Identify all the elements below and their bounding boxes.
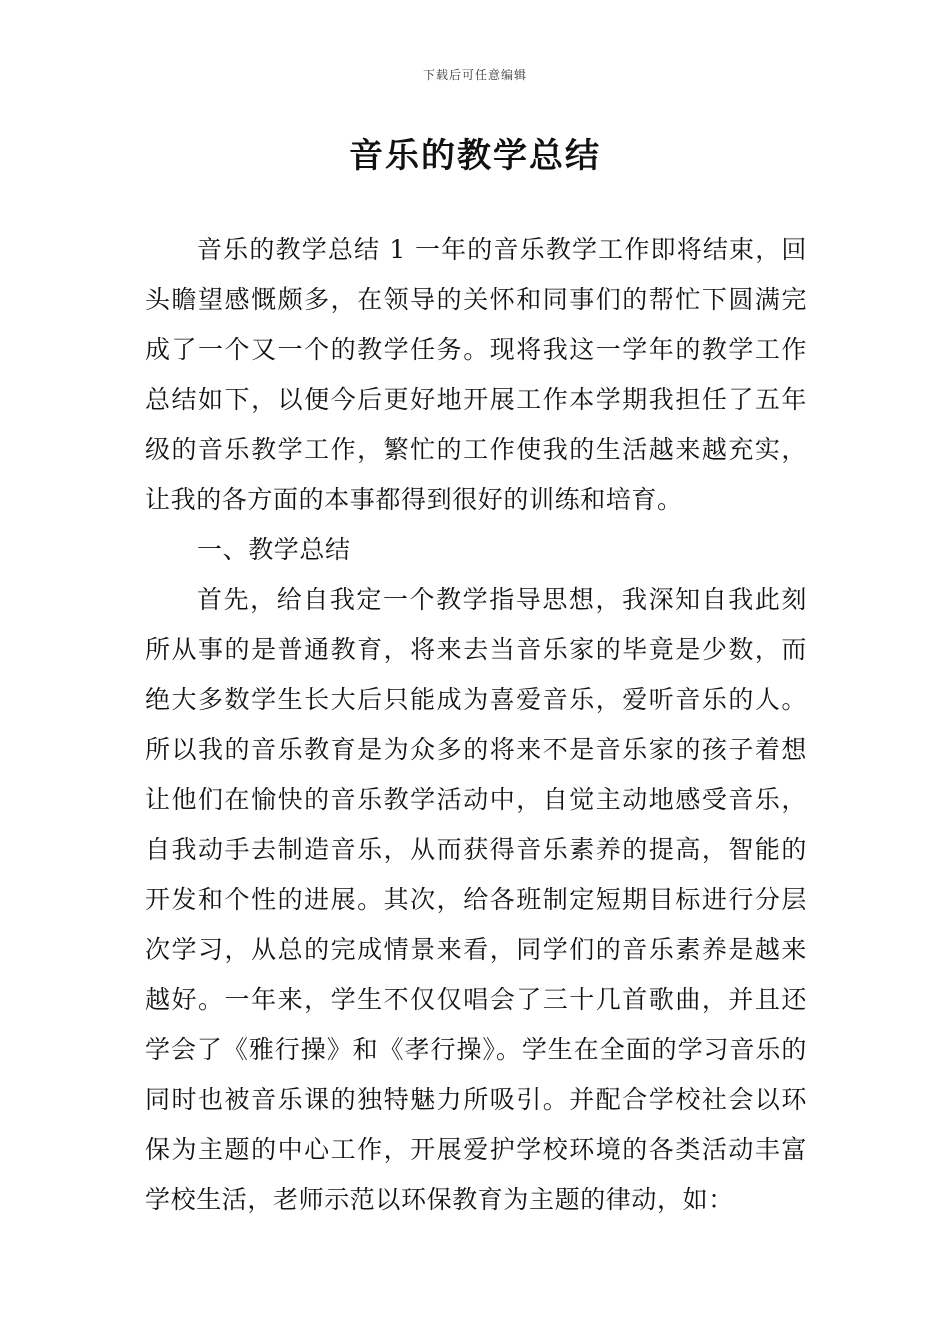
paragraph-intro: 音乐的教学总结 1 一年的音乐教学工作即将结束，回头瞻望感慨颇多，在领导的关怀和同事们的帮忙下圆满完成了一个又一个的教学任务。现将我这一学年的教学工作总结如下，以便今后更好地开展工作本学期我担任了五年级的音乐教学工作，繁忙的工作使我的生活越来越充实，让我的各方面的本事都得到很好的训练和培育。 <box>145 235 807 514</box>
header-note: 下载后可任意编辑 <box>422 68 527 82</box>
document-body <box>145 225 807 1225</box>
document-title: 音乐的教学总结 <box>349 136 601 176</box>
section-heading: 一、教学总结 <box>197 535 351 564</box>
paragraph-teaching: 首先，给自我定一个教学指导思想，我深知自我此刻所从事的是普通教育，将来去当音乐家的毕竟是少数，而绝大多数学生长大后只能成为喜爱音乐，爱听音乐的人。所以我的音乐教育是为众多的将来不是音乐家的孩子着想让他们在愉快的音乐教学活动中，自觉主动地感受音乐，自我动手去制造音乐，从而获得音乐素养的提高，智能的开发和个性的进展。其次，给各班制定短期目标进行分层次学习，从总的完成情景来看，同学们的音乐素养是越来越好。一年来，学生不仅仅唱会了三十几首歌曲，并且还学会了《雅行操》和《孝行操》。学生在全面的学习音乐的同时也被音乐课的独特魅力所吸引。并配合学校社会以环保为主题的中心工作，开展爱护学校环境的各类活动丰富学校生活，老师示范以环保教育为主题的律动，如： <box>145 585 807 1214</box>
